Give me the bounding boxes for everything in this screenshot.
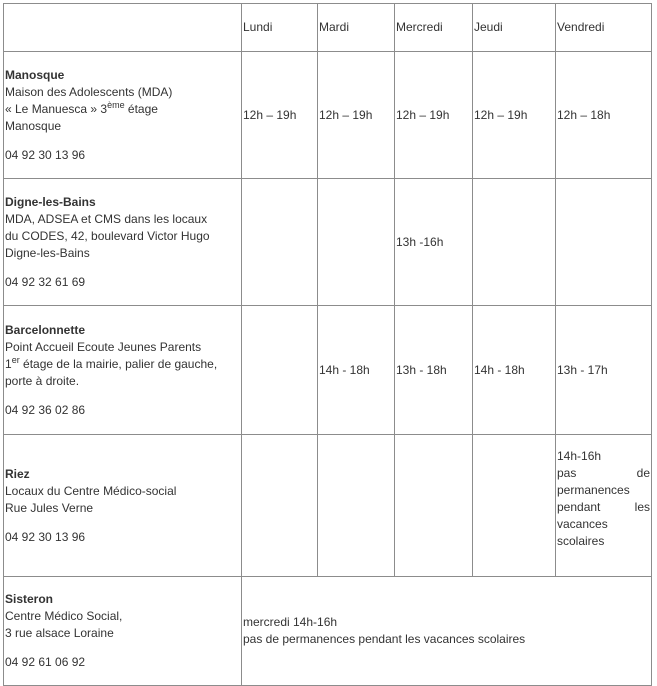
hours-cell: 12h – 19h xyxy=(318,52,395,179)
day-header-vendredi: Vendredi xyxy=(556,4,652,52)
day-header-jeudi: Jeudi xyxy=(473,4,556,52)
address-line: porte à droite. xyxy=(5,373,80,388)
table-row-riez xyxy=(4,435,652,577)
location-cell-sisteron xyxy=(4,577,242,686)
address-line: « Le Manuesca » 3ème étage xyxy=(5,99,158,116)
hours-cell xyxy=(242,435,318,577)
hours-cell: 14h - 18h xyxy=(318,306,395,435)
phone-number: 04 92 30 13 96 xyxy=(5,147,86,162)
hours-cell xyxy=(242,179,318,306)
address-line: du CODES, 42, boulevard Victor Hugo xyxy=(5,228,210,243)
corner-cell xyxy=(4,4,242,52)
merged-schedule-cell xyxy=(242,577,652,686)
header-row xyxy=(4,4,652,52)
phone-number: 04 92 61 06 92 xyxy=(5,655,86,669)
location-cell-barcelonnette xyxy=(4,306,242,435)
location-name: Sisteron xyxy=(5,592,54,606)
table-row-sisteron xyxy=(4,577,652,686)
address-line: Centre Médico Social, xyxy=(5,609,123,623)
day-header-mardi: Mardi xyxy=(318,4,395,52)
permanences-table xyxy=(3,3,652,686)
day-header-mercredi: Mercredi xyxy=(395,4,473,52)
hours-cell xyxy=(318,435,395,577)
location-name: Manosque xyxy=(5,67,65,82)
location-name: Barcelonnette xyxy=(5,322,86,337)
day-header-lundi: Lundi xyxy=(242,4,318,52)
table-row-digne xyxy=(4,179,652,306)
phone-number: 04 92 32 61 69 xyxy=(5,274,86,289)
address-line: Rue Jules Verne xyxy=(5,500,94,515)
hours-cell: 12h – 19h xyxy=(473,52,556,179)
hours-cell xyxy=(473,435,556,577)
location-cell-digne xyxy=(4,179,242,306)
hours-cell: 13h - 17h xyxy=(556,306,652,435)
hours-cell: 13h - 18h xyxy=(395,306,473,435)
address-line: 3 rue alsace Loraine xyxy=(5,626,114,640)
address-line: Locaux du Centre Médico-social xyxy=(5,483,177,498)
address-line: 1er étage de la mairie, palier de gauche, xyxy=(5,354,218,371)
phone-number: 04 92 36 02 86 xyxy=(5,402,86,417)
hours-cell-friday-note: 14h-16h pas de permanences pendant les vacances scolaires xyxy=(556,435,652,577)
hours-cell: 12h – 18h xyxy=(556,52,652,179)
schedule-note: pas de permanences pendant les vacances scolaires xyxy=(243,632,526,646)
address-line: Digne-les-Bains xyxy=(5,245,90,260)
hours-cell xyxy=(242,306,318,435)
address-line: MDA, ADSEA et CMS dans les locaux xyxy=(5,211,208,226)
hours-cell xyxy=(318,179,395,306)
hours-cell: 13h -16h xyxy=(395,179,473,306)
schedule-text: mercredi 14h-16h xyxy=(243,615,338,629)
hours-cell: 12h – 19h xyxy=(395,52,473,179)
table-row-barcelonnette xyxy=(4,306,652,435)
address-line: Maison des Adolescents (MDA) xyxy=(5,84,173,99)
address-line: Point Accueil Ecoute Jeunes Parents xyxy=(5,339,202,354)
address-line: Manosque xyxy=(5,118,62,133)
hours-cell: 12h – 19h xyxy=(242,52,318,179)
hours-cell xyxy=(473,179,556,306)
table-row-manosque xyxy=(4,52,652,179)
location-cell-manosque xyxy=(4,52,242,179)
hours-cell: 14h - 18h xyxy=(473,306,556,435)
location-cell-riez xyxy=(4,435,242,577)
phone-number: 04 92 30 13 96 xyxy=(5,529,86,544)
location-name: Riez xyxy=(5,466,30,481)
location-name: Digne-les-Bains xyxy=(5,194,96,209)
hours-cell xyxy=(556,179,652,306)
hours-cell xyxy=(395,435,473,577)
